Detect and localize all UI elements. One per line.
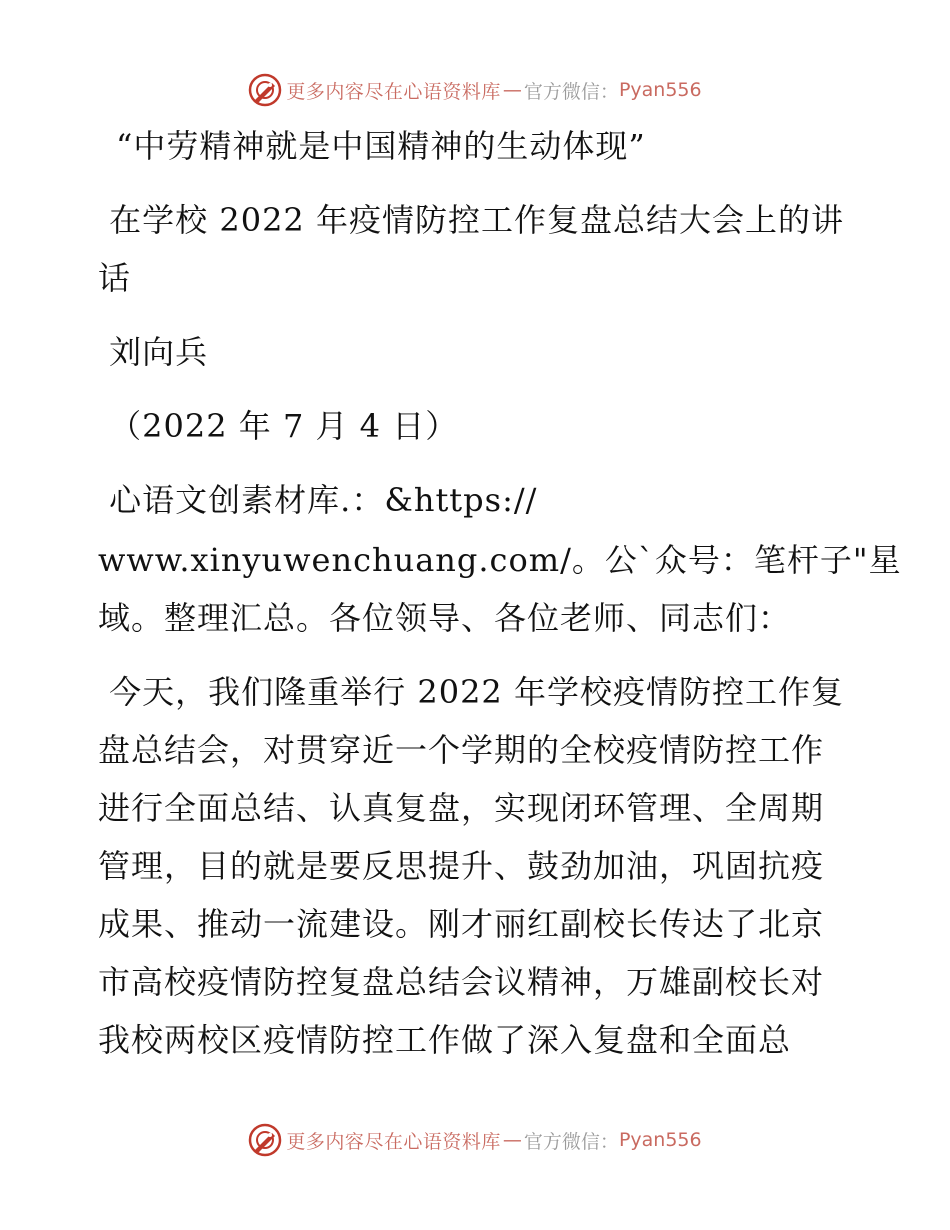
body-line-1: 今天，我们隆重举行 2022 年学校疫情防控工作复 — [98, 673, 844, 711]
source-line-3: 域。整理汇总。各位领导、各位老师、同志们： — [98, 599, 792, 637]
body-line-2: 盘总结会，对贯穿近一个学期的全校疫情防控工作 — [98, 731, 825, 769]
watermark-wechat-id: Pyan556 — [618, 79, 702, 101]
body-line-7: 我校两校区疫情防控工作做了深入复盘和全面总 — [98, 1021, 792, 1059]
body-line-6: 市高校疫情防控复盘总结会议精神，万雄副校长对 — [98, 963, 825, 1001]
pen-logo-icon — [248, 1123, 282, 1157]
watermark-dash: — — [502, 79, 522, 101]
footer-watermark — [0, 1122, 950, 1158]
watermark-official-label: 官方微信： — [523, 1130, 619, 1153]
document-title: “中劳精神就是中国精神的生动体现” — [116, 127, 646, 165]
document-author: 刘向兵 — [98, 333, 209, 371]
source-line-1: 心语文创素材库.：&https:// — [98, 481, 538, 519]
pen-logo-icon — [248, 73, 282, 107]
body-line-5: 成果、推动一流建设。刚才丽红副校长传达了北京 — [98, 905, 825, 943]
watermark-official-label: 官方微信： — [523, 80, 619, 103]
body-line-4: 管理，目的就是要反思提升、鼓劲加油，巩固抗疫 — [98, 847, 825, 885]
header-watermark — [0, 72, 950, 108]
watermark-text: 更多内容尽在心语资料库 — [286, 1130, 501, 1153]
document-date: （2022 年 7 月 4 日） — [98, 407, 459, 445]
body-line-3: 进行全面总结、认真复盘，实现闭环管理、全周期 — [98, 789, 825, 827]
watermark-wechat-id: Pyan556 — [618, 1129, 702, 1151]
watermark-dash: — — [502, 1129, 522, 1151]
source-line-2: www.xinyuwenchuang.com/。公`众号：笔杆子"星 — [98, 541, 902, 579]
watermark-text: 更多内容尽在心语资料库 — [286, 80, 501, 103]
document-subtitle-line-2: 话 — [98, 259, 132, 297]
document-subtitle-line-1: 在学校 2022 年疫情防控工作复盘总结大会上的讲 — [98, 201, 844, 239]
